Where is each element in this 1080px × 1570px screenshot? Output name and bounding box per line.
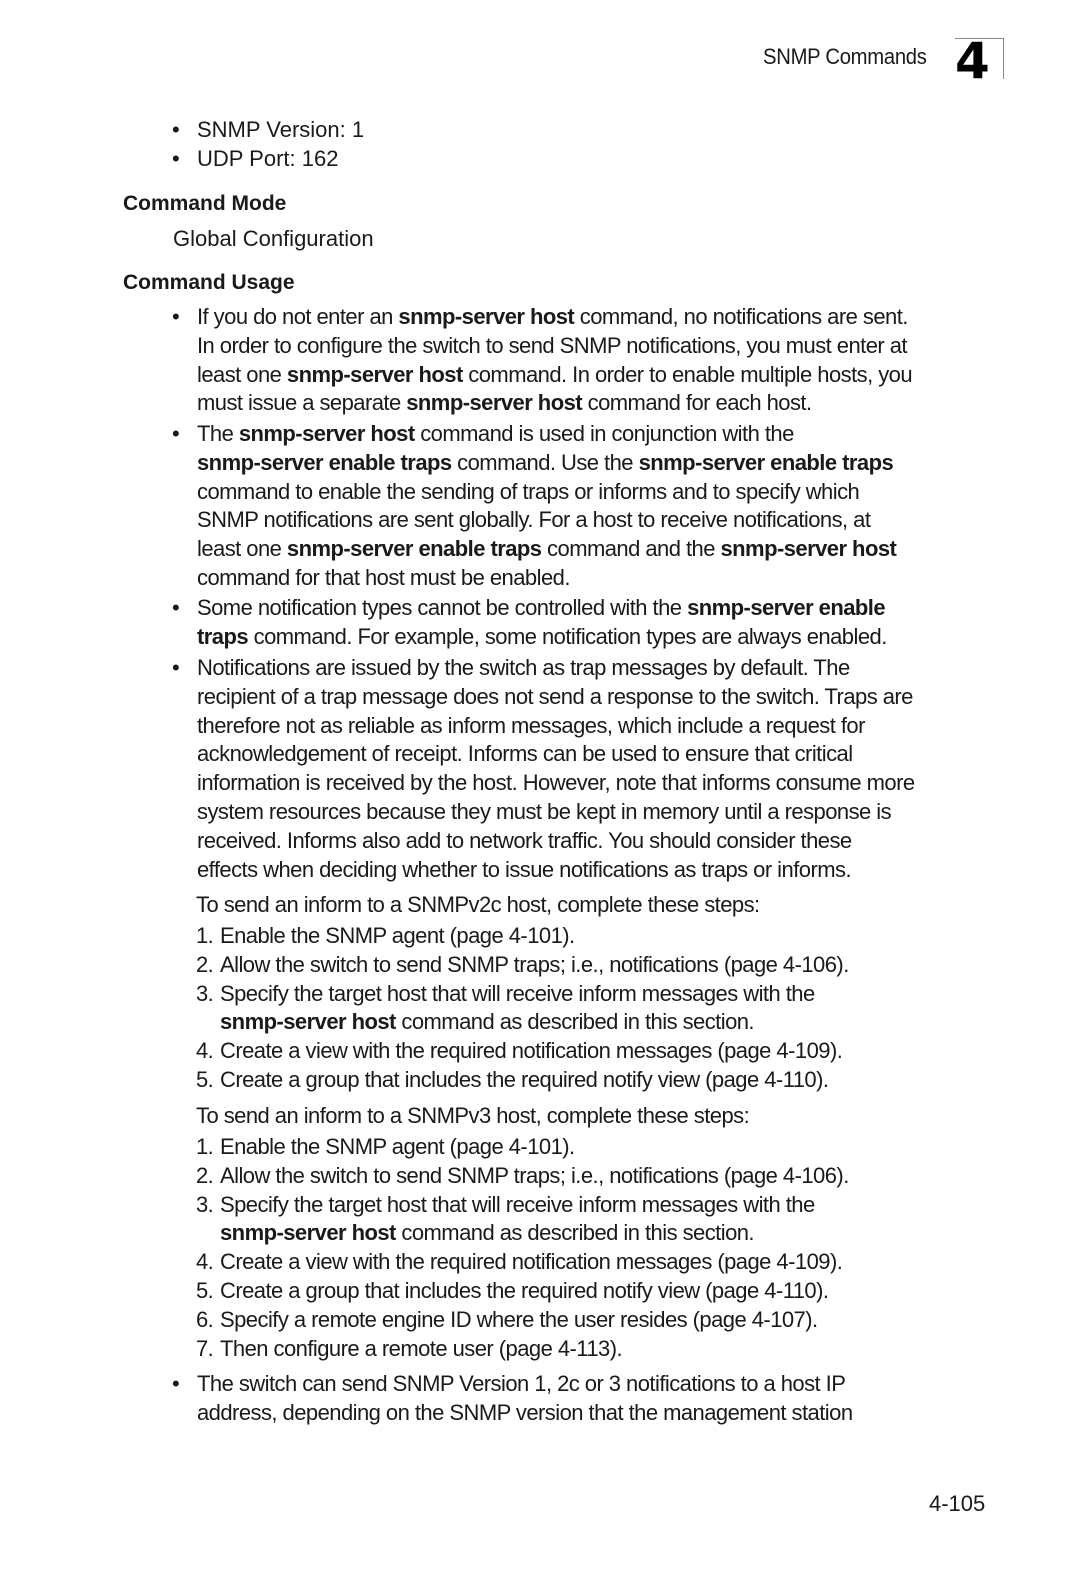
text-line <box>197 478 982 507</box>
text-run: Specify the target host that will receive inform messages with the <box>220 980 815 1006</box>
command-usage-heading: Command Usage <box>123 271 295 294</box>
text-run: Create a view with the required notification messages (page 4-109). <box>220 1038 843 1064</box>
text-run: Create a group that includes the required notify view (page 4-110). <box>220 1067 829 1092</box>
text-line <box>220 1248 986 1277</box>
text-line <box>197 506 982 535</box>
step-number: 4. <box>196 1249 214 1275</box>
command-keyword: snmp-server enable traps <box>638 449 894 475</box>
text-run: command. For example, some notification types are always enabled. <box>248 623 887 649</box>
chapter-number: 4 <box>955 32 990 90</box>
step-text <box>220 1037 986 1066</box>
text-run: command and the <box>541 536 721 562</box>
bullet-icon: • <box>172 1371 180 1396</box>
text-line <box>220 1306 986 1335</box>
step-number: 5. <box>196 1067 214 1092</box>
step-number: 2. <box>196 1162 214 1188</box>
step-number: 2. <box>196 951 214 977</box>
command-keyword: snmp-server host <box>220 1220 396 1246</box>
text-run: effects when deciding whether to issue notifications as traps or informs. <box>197 856 852 882</box>
text-line <box>220 1037 986 1066</box>
text-run: system resources because they must be kept in memory until a response is <box>197 798 892 824</box>
command-mode-value: Global Configuration <box>173 226 374 251</box>
step-text <box>220 922 986 951</box>
text-run: The <box>197 421 239 446</box>
text-run: least one <box>197 536 287 562</box>
text-run: command, no notifications are sent. <box>574 304 908 329</box>
text-line <box>220 951 986 980</box>
text-run: command. Use the <box>451 449 639 475</box>
running-header-title: SNMP Commands <box>763 44 927 69</box>
text-run: Create a group that includes the required notify view (page 4-110). <box>220 1278 829 1303</box>
text-run: must issue a separate <box>197 390 407 416</box>
text-line <box>220 1219 986 1248</box>
step-text <box>220 1191 986 1249</box>
text-run: The switch can send SNMP Version 1, 2c or 3 notifications to a host IP <box>197 1371 846 1396</box>
text-line <box>197 594 982 623</box>
text-run: SNMP notifications are sent globally. For a host to receive notifications, at <box>197 507 871 533</box>
step-text <box>220 1306 986 1335</box>
text-run: Specify the target host that will receive inform messages with the <box>220 1191 815 1217</box>
text-run: Allow the switch to send SNMP traps; i.e., notifications (page 4-106). <box>220 1162 849 1188</box>
text-run: received. Informs also add to network traffic. You should consider these <box>197 827 852 853</box>
step-text <box>220 1066 986 1095</box>
text-line <box>220 1335 986 1364</box>
text-run: Create a view with the required notification messages (page 4-109). <box>220 1249 843 1275</box>
text-line <box>197 420 982 449</box>
step-number: 7. <box>196 1335 214 1361</box>
text-line <box>197 769 982 798</box>
step-item <box>196 1133 986 1162</box>
text-line <box>197 449 982 478</box>
step-text <box>220 1248 986 1277</box>
step-text <box>220 980 986 1038</box>
text-run: therefore not as reliable as inform messages, which include a request for <box>197 712 865 738</box>
text-run: command is used in conjunction with the <box>414 421 794 446</box>
bullet-text <box>197 654 982 884</box>
bullet-icon: • <box>172 304 180 329</box>
bullet-icon: • <box>172 421 180 446</box>
command-keyword: traps <box>197 623 249 649</box>
text-line <box>220 980 986 1009</box>
text-run: Some notification types cannot be controlled with the <box>197 595 688 620</box>
text-line <box>197 1370 982 1399</box>
step-item <box>196 1248 986 1277</box>
text-run: recipient of a trap message does not send a response to the switch. Traps are <box>197 683 913 709</box>
step-item <box>196 922 986 951</box>
text-line <box>197 623 982 652</box>
step-text <box>220 951 986 980</box>
text-line <box>220 1066 986 1095</box>
text-run: acknowledgement of receipt. Informs can be used to ensure that critical <box>197 741 853 767</box>
text-run: command to enable the sending of traps or informs and to specify which <box>197 478 860 504</box>
text-run: Then configure a remote user (page 4-113). <box>220 1335 623 1361</box>
text-line <box>197 654 982 683</box>
text-line <box>197 535 982 564</box>
command-keyword: snmp-server host <box>238 421 415 446</box>
step-number: 1. <box>196 1134 214 1159</box>
text-run: command as described in this section. <box>395 1009 754 1035</box>
command-keyword: snmp-server host <box>398 304 575 329</box>
step-text <box>220 1277 986 1306</box>
bullet-text <box>197 594 982 652</box>
bullet-text <box>197 420 982 593</box>
command-keyword: snmp-server host <box>286 361 463 387</box>
text-line <box>197 856 982 885</box>
bullet-icon: • <box>172 117 180 142</box>
bullet-text <box>197 1370 982 1428</box>
step-text <box>220 1162 986 1191</box>
text-line <box>220 1191 986 1220</box>
text-line <box>220 1133 986 1162</box>
step-item <box>196 1066 986 1095</box>
command-keyword: snmp-server host <box>720 536 897 562</box>
text-line <box>197 564 982 593</box>
page-number: 4-105 <box>929 1491 986 1516</box>
text-line <box>197 332 982 361</box>
text-run: address, depending on the SNMP version that the management station <box>197 1399 853 1425</box>
step-number: 3. <box>196 980 214 1006</box>
text-line <box>197 303 982 332</box>
step-item <box>196 1335 986 1364</box>
v3-intro: To send an inform to a SNMPv3 host, complete these steps: <box>196 1103 750 1128</box>
text-line <box>197 798 982 827</box>
text-run: information is received by the host. However, note that informs consume more <box>197 770 915 796</box>
text-run: Allow the switch to send SNMP traps; i.e., notifications (page 4-106). <box>220 951 849 977</box>
text-line <box>220 1277 986 1306</box>
step-number: 6. <box>196 1306 214 1332</box>
text-run: command for that host must be enabled. <box>197 564 570 590</box>
text-line <box>197 683 982 712</box>
step-item <box>196 1306 986 1335</box>
step-item <box>196 1277 986 1306</box>
default-item-text: UDP Port: 162 <box>197 146 339 171</box>
text-run: command. In order to enable multiple hosts, you <box>462 361 913 387</box>
v2c-intro: To send an inform to a SNMPv2c host, complete these steps: <box>196 892 760 917</box>
command-keyword: snmp-server enable traps <box>197 449 452 475</box>
step-number: 3. <box>196 1191 214 1217</box>
step-number: 1. <box>196 923 214 948</box>
step-item <box>196 951 986 980</box>
text-run: command as described in this section. <box>395 1220 754 1246</box>
text-run: If you do not enter an <box>197 304 399 329</box>
text-line <box>220 1008 986 1037</box>
text-run: Enable the SNMP agent (page 4-101). <box>220 1134 575 1159</box>
text-run: least one <box>197 361 287 387</box>
command-keyword: snmp-server host <box>406 390 583 416</box>
bullet-text <box>197 303 982 418</box>
command-keyword: snmp-server enable traps <box>286 536 542 562</box>
text-run: Enable the SNMP agent (page 4-101). <box>220 923 575 948</box>
command-mode-heading: Command Mode <box>123 192 287 215</box>
text-line <box>197 389 982 418</box>
text-line <box>197 827 982 856</box>
step-item <box>196 1037 986 1066</box>
text-line <box>197 712 982 741</box>
default-item-text: SNMP Version: 1 <box>197 117 365 142</box>
bullet-icon: • <box>172 655 180 680</box>
text-line <box>197 361 982 390</box>
step-text <box>220 1133 986 1162</box>
bullet-icon: • <box>172 595 180 620</box>
step-number: 5. <box>196 1278 214 1303</box>
step-item <box>196 1191 986 1246</box>
command-keyword: snmp-server host <box>220 1009 396 1035</box>
text-line <box>220 1162 986 1191</box>
step-number: 4. <box>196 1038 214 1064</box>
step-text <box>220 1335 986 1364</box>
text-run: In order to configure the switch to send SNMP notifications, you must enter at <box>197 332 907 358</box>
step-item <box>196 1162 986 1191</box>
text-run: Specify a remote engine ID where the user resides (page 4-107). <box>220 1306 818 1332</box>
bullet-icon: • <box>172 146 180 171</box>
text-run: Notifications are issued by the switch as trap messages by default. The <box>197 655 850 680</box>
command-keyword: snmp-server enable <box>687 595 886 620</box>
text-line <box>220 922 986 951</box>
text-line <box>197 1399 982 1428</box>
text-run: command for each host. <box>582 390 812 416</box>
step-item <box>196 980 986 1035</box>
text-line <box>197 740 982 769</box>
